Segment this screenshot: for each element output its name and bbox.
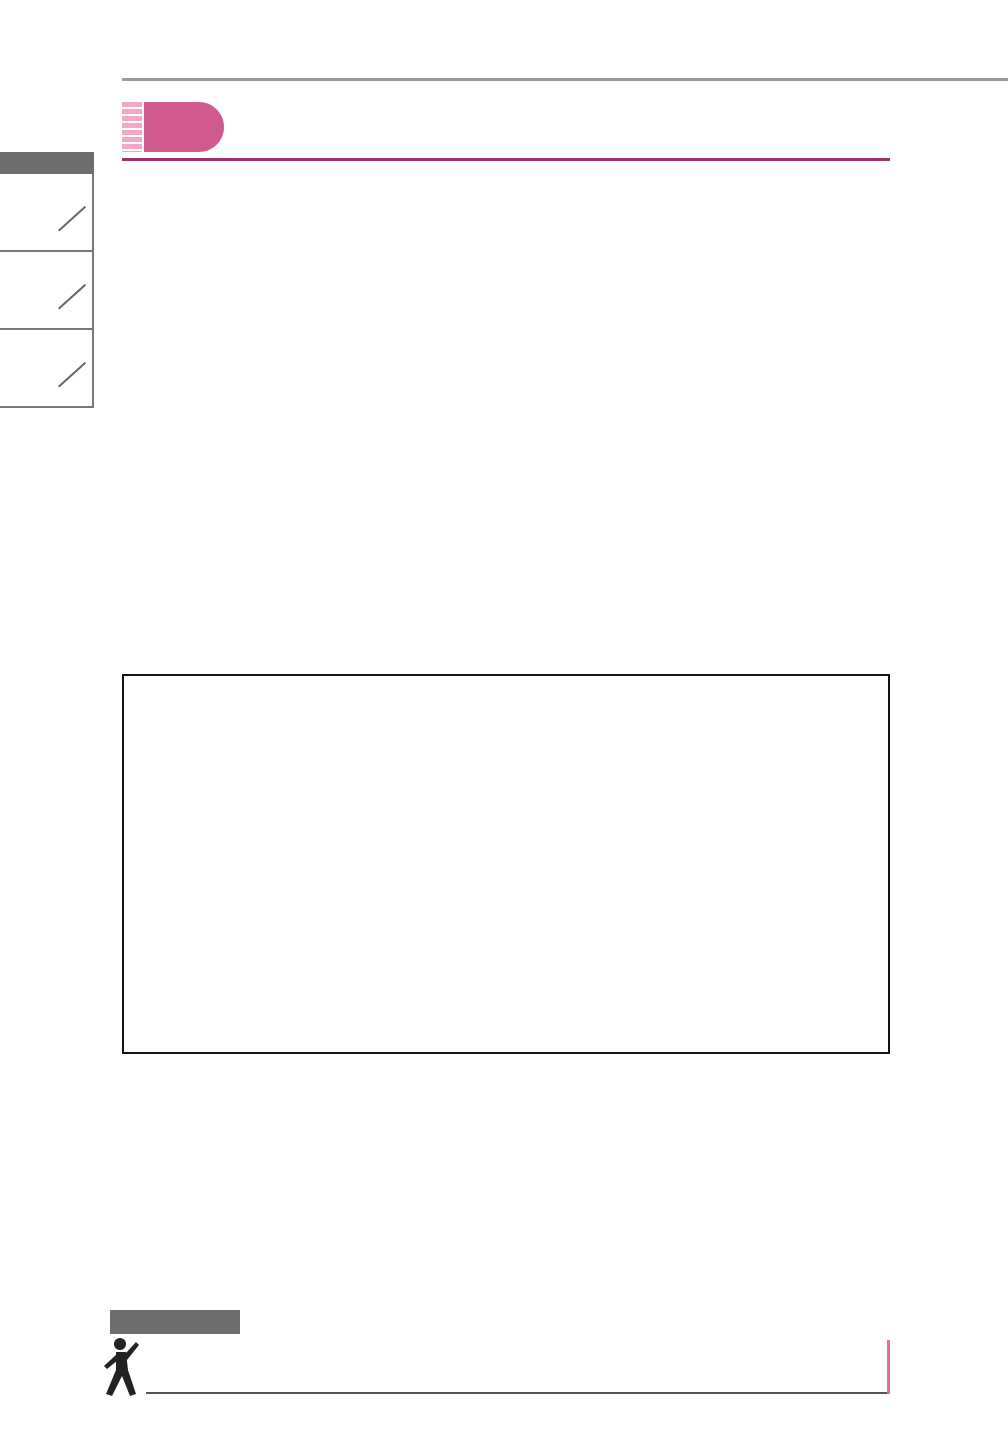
slash-mark [58,284,86,310]
check-box-1[interactable] [0,174,94,252]
progress-end-rule [887,1340,890,1394]
runner-icon [98,1336,140,1398]
section-rule [122,158,890,161]
section-badge [122,102,200,152]
progress-frame [146,1340,890,1394]
check-box-2[interactable] [0,252,94,330]
choices-box [122,674,890,1054]
progress-label [110,1310,240,1334]
badge-stripes [122,102,142,152]
check-column-label [0,152,94,174]
slash-mark [58,362,86,388]
check-box-3[interactable] [0,330,94,408]
running-header [122,44,142,66]
header-rule [122,78,1008,81]
section-number [144,102,224,152]
slash-mark [58,206,86,232]
